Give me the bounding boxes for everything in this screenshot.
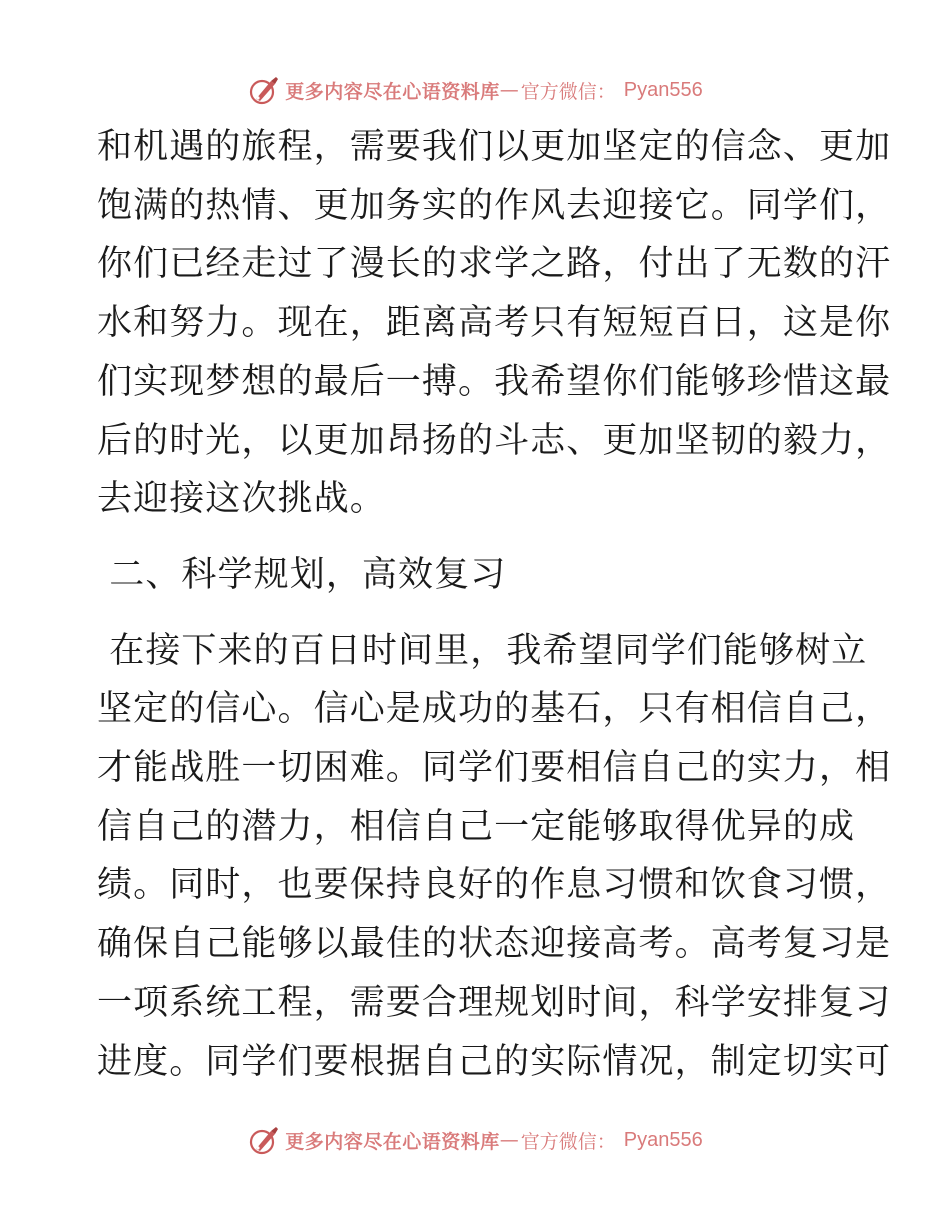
watermark-text: 更多内容尽在心语资料库 [285,1130,500,1153]
paragraph-line: 才能战胜一切困难。同学们要相信自己的实力，相 [97,748,892,789]
watermark-wechat-id: Pyan556 [623,1128,703,1151]
paragraph-line: 绩。同时，也要保持良好的作息习惯和饮食习惯， [97,865,892,906]
paragraph-line: 确保自己能够以最佳的状态迎接高考。高考复习是 [97,924,892,965]
paragraph-line: 进度。同学们要根据自己的实际情况，制定切实可 [97,1041,892,1082]
watermark-wechat-id: Pyan556 [623,78,703,101]
paragraph-line: 一项系统工程，需要合理规划时间，科学安排复习 [97,982,892,1023]
header-watermark [0,70,950,110]
paragraph-line: 后的时光，以更加昂扬的斗志、更加坚韧的毅力， [97,420,892,461]
paragraph-line: 坚定的信心。信心是成功的基石，只有相信自己， [97,689,892,730]
pen-logo-icon [247,1123,281,1157]
paragraph-line: 水和努力。现在，距离高考只有短短百日，这是你 [97,303,892,344]
paragraph-line: 去迎接这次挑战。 [97,479,386,520]
paragraph-line: 和机遇的旅程，需要我们以更加坚定的信念、更加 [97,127,892,167]
paragraph-line: 们实现梦想的最后一搏。我希望你们能够珍惜这最 [97,361,892,402]
watermark-official-label: 官方微信： [520,1130,616,1153]
watermark-text: 更多内容尽在心语资料库 [285,80,500,103]
pen-logo-icon [247,73,281,107]
document-body [97,118,892,1091]
watermark-separator: — [499,79,519,101]
watermark-official-label: 官方微信： [520,80,616,103]
paragraph-line: 信自己的潜力，相信自己一定能够取得优异的成 [97,806,856,847]
paragraph-line: 你们已经走过了漫长的求学之路，付出了无数的汗 [97,244,892,285]
footer-watermark [0,1120,950,1160]
paragraph-line: 饱满的热情、更加务实的作风去迎接它。同学们， [97,185,892,226]
watermark-separator: — [499,1129,519,1151]
paragraph-line: 在接下来的百日时间里，我希望同学们能够树立 [97,630,868,671]
section-heading: 二、科学规划，高效复习 [97,554,507,595]
